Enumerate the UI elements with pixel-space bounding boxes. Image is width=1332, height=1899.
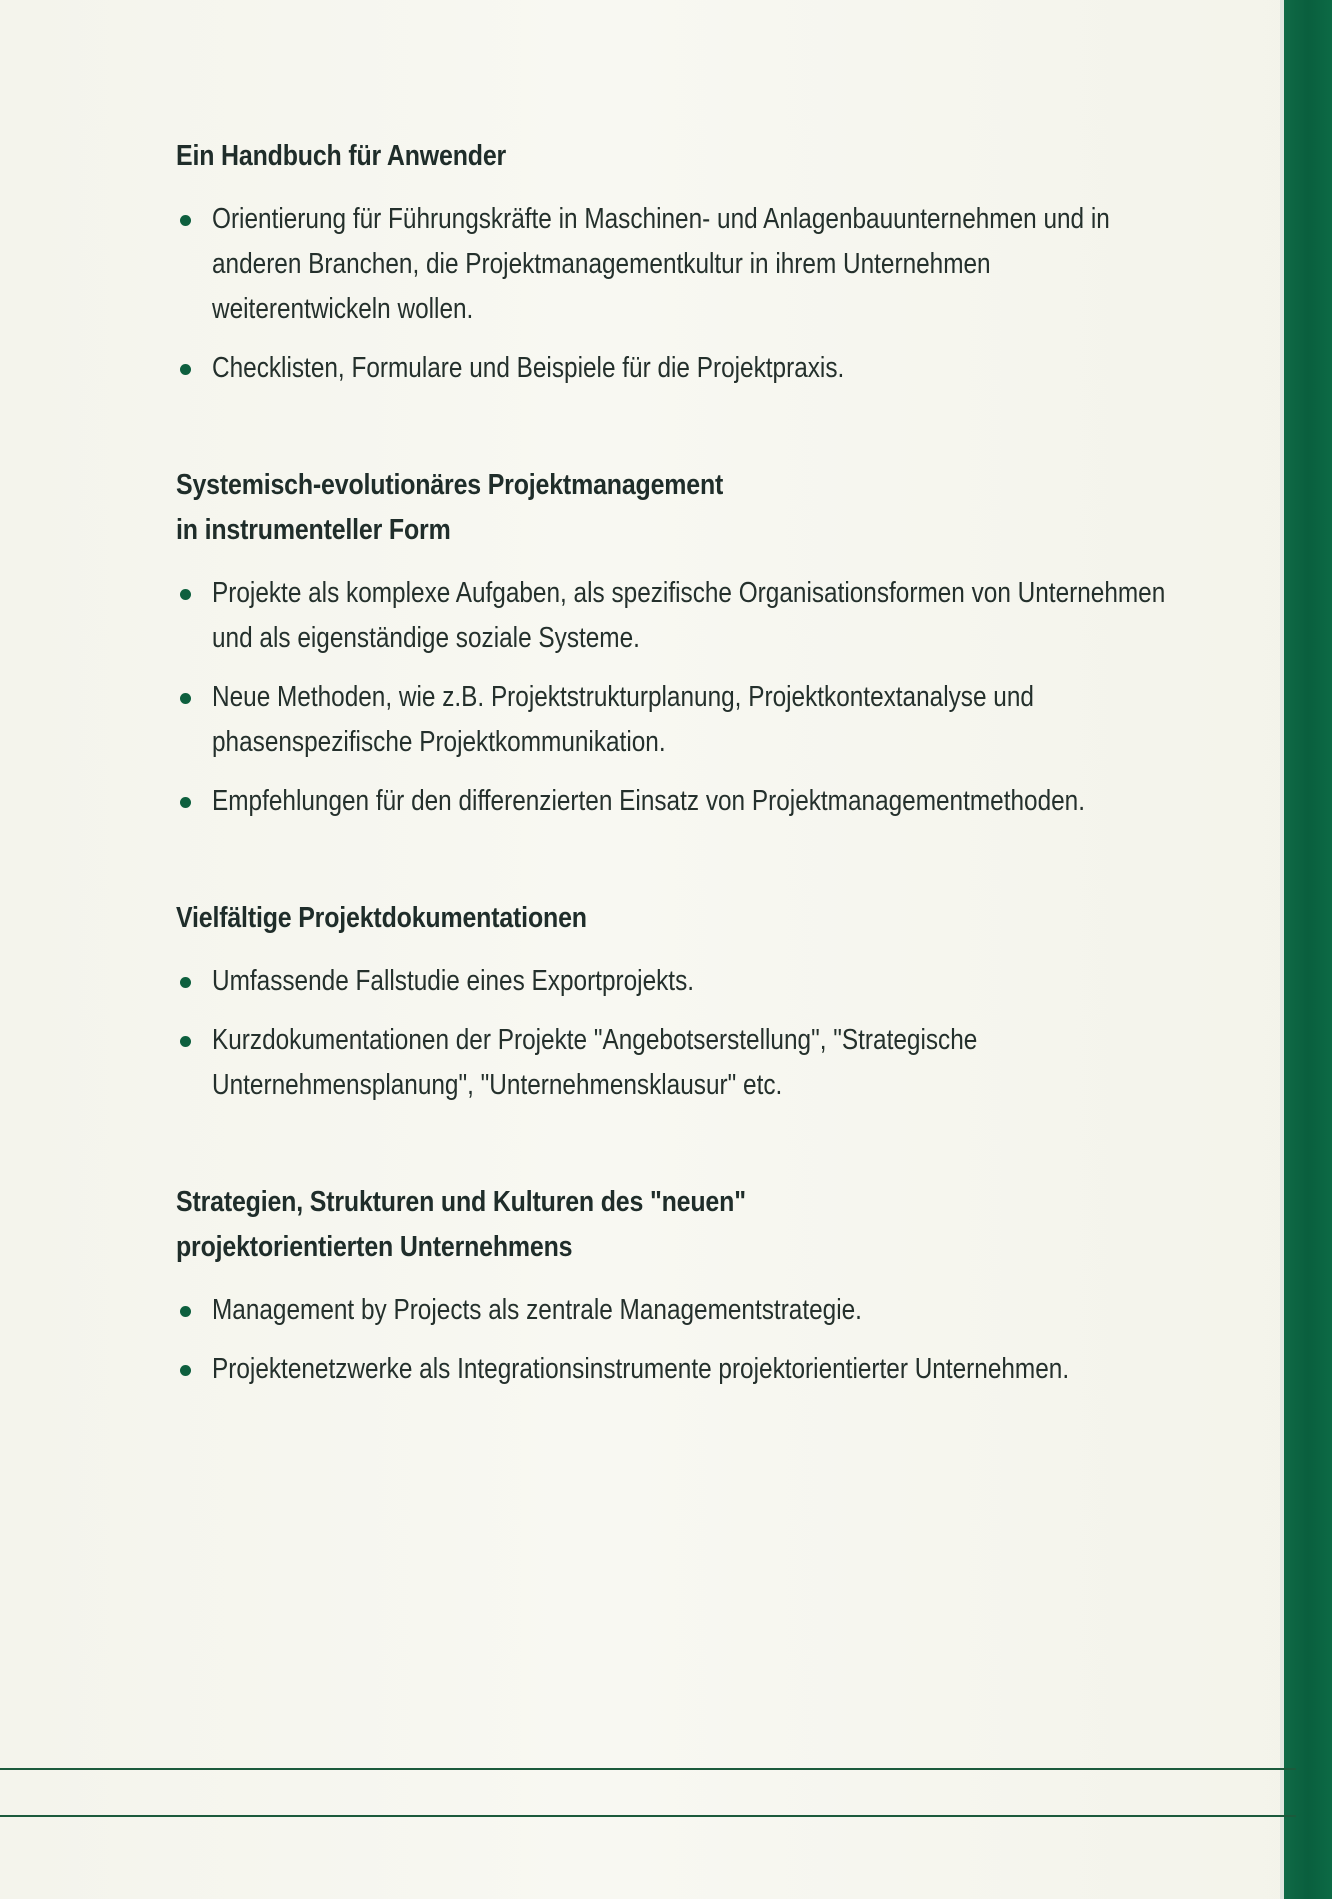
bullet-dot-icon	[180, 1036, 191, 1047]
list-item	[176, 1347, 1176, 1392]
bullet-dot-icon	[180, 364, 191, 375]
heading-line: Ein Handbuch für Anwender	[176, 140, 507, 172]
list-item-text: Orientierung für Führungskräfte in Maschinen- und Anlagenbauunternehmen und in anderen Branchen, die Projektmanagementkultur in ihrem Unternehmen weiterentwickeln wollen.	[212, 203, 1110, 325]
section-projektmanagement	[176, 463, 1176, 824]
list-item-text: Projekte als komplexe Aufgaben, als spezifische Organisationsformen von Unternehmen und als eigenständige soziale Systeme.	[212, 577, 1166, 654]
section-heading	[176, 1180, 1036, 1270]
bullet-dot-icon	[180, 589, 191, 600]
list-item-text: Umfassende Fallstudie eines Exportprojekts.	[212, 965, 695, 997]
section-handbuch	[176, 134, 1176, 391]
bullet-dot-icon	[180, 693, 191, 704]
section-heading	[176, 896, 1036, 941]
section-heading	[176, 134, 1036, 179]
bullet-list	[176, 959, 1176, 1108]
heading-line: in instrumenteller Form	[176, 514, 451, 546]
list-item	[176, 779, 1176, 824]
bullet-dot-icon	[180, 1306, 191, 1317]
bullet-list	[176, 1288, 1176, 1392]
list-item	[176, 1288, 1176, 1333]
bullet-dot-icon	[180, 215, 191, 226]
list-item	[176, 1018, 1176, 1108]
list-item-text: Neue Methoden, wie z.B. Projektstrukturplanung, Projektkontextanalyse und phasenspezifische Projektkommunikation.	[212, 681, 1034, 758]
heading-line: Strategien, Strukturen und Kulturen des "neuen"	[176, 1186, 746, 1218]
list-item-text: Kurzdokumentationen der Projekte "Angebotserstellung", "Strategische Unternehmensplanung", "Unternehmensklausur" etc.	[212, 1024, 978, 1101]
list-item-text: Management by Projects als zentrale Managementstrategie.	[212, 1294, 862, 1326]
list-item	[176, 197, 1176, 332]
cover-text-content	[176, 134, 1176, 1464]
horizontal-rule-lower	[0, 1815, 1296, 1817]
list-item-text: Checklisten, Formulare und Beispiele für die Projektpraxis.	[212, 352, 845, 384]
bullet-dot-icon	[180, 797, 191, 808]
heading-line: projektorientierten Unternehmens	[176, 1231, 573, 1263]
horizontal-rule-upper	[0, 1768, 1296, 1770]
list-item	[176, 571, 1176, 661]
bullet-list	[176, 197, 1176, 391]
list-item	[176, 675, 1176, 765]
green-spine-band	[1284, 0, 1332, 1899]
section-heading	[176, 463, 1036, 553]
list-item	[176, 959, 1176, 1004]
list-item-text: Projektenetzwerke als Integrationsinstrumente projektorientierter Unternehmen.	[212, 1353, 1070, 1385]
heading-line: Systemisch-evolutionäres Projektmanagement	[176, 469, 724, 501]
list-item-text: Empfehlungen für den differenzierten Einsatz von Projektmanagementmethoden.	[212, 785, 1085, 817]
bullet-list	[176, 571, 1176, 824]
bullet-dot-icon	[180, 1365, 191, 1376]
section-dokumentationen	[176, 896, 1176, 1108]
section-strategien	[176, 1180, 1176, 1392]
bullet-dot-icon	[180, 977, 191, 988]
heading-line: Vielfältige Projektdokumentationen	[176, 902, 587, 934]
list-item	[176, 346, 1176, 391]
